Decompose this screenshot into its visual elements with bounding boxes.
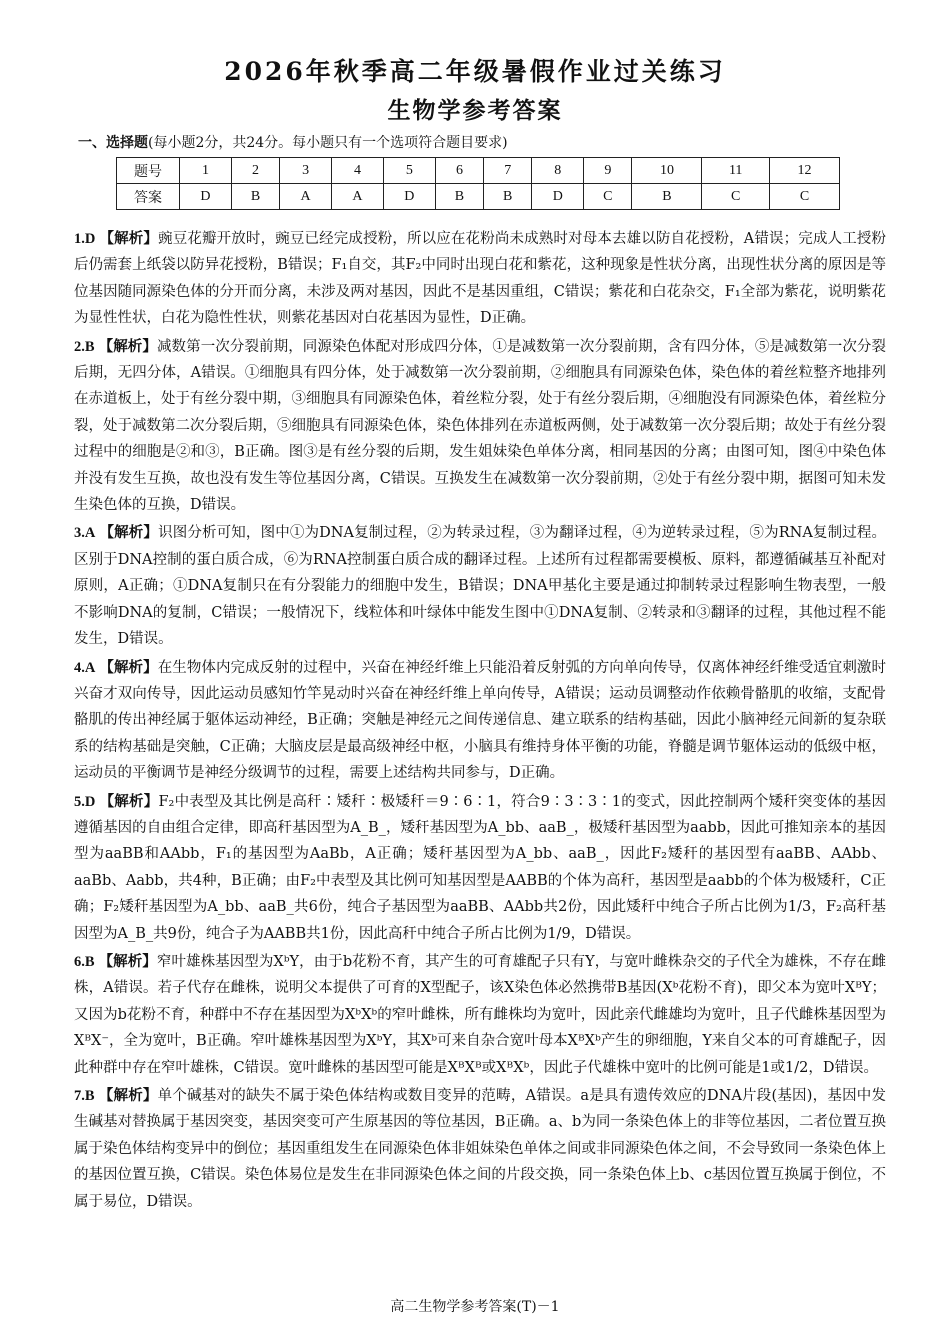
- question-number-cell: 6: [435, 158, 483, 184]
- explanation-item: [74, 655, 886, 787]
- item-number: 1.D: [74, 231, 96, 247]
- explanation-item: [74, 226, 886, 332]
- document-title: 2026年秋季高二年级暑假作业过关练习: [224, 57, 726, 86]
- item-text: 豌豆花瓣开放时，豌豆已经完成授粉，所以应在花粉尚未成熟时对母本去雄以防自花授粉，A错误；完成人工授粉后仍需套上纸袋以防异花授粉，B错误；F₁自交，其F₂中同时出现白花和紫花，这种现象是性状分离，出现性状分离的原因是等位基因随同源染色体的分开而分离，未涉及两对基因，因此不是基因重组，C错误；紫花和白花杂交，F₁全部为紫花，说明紫花为显性性状，白花为隐性性状，则紫花基因对白花基因为显性，D正确。: [74, 231, 887, 327]
- explanation-item: [74, 949, 886, 1081]
- item-text: 减数第一次分裂前期，同源染色体配对形成四分体，①是减数第一次分裂前期，含有四分体，⑤是减数第一次分裂后期，无四分体，A错误。①细胞具有四分体，处于减数第一次分裂前期，②细胞具有同源染色体，染色体的着丝粒整齐地排列在赤道板上，处于有丝分裂中期，③细胞具有同源染色体，着丝粒分裂，处于有丝分裂后期，④细胞没有同源染色体，着丝粒分裂，处于减数第二次分裂后期，⑤细胞具有同源染色体，染色体排列在赤道板两侧，处于减数第一次分裂后期；故处于有丝分裂过程中的细胞是②和③，B正确。图③是有丝分裂的后期，发生姐妹染色单体分离，相同基因的分离；由图可知，图④中染色体并没有发生互换，故也没有发生等位基因分离，C错误。互换发生在减数第一次分裂前期，②处于有丝分裂中期，据图可知未发生染色体的互换，D错误。: [74, 338, 887, 514]
- answer-row: [117, 184, 840, 210]
- answer-table: [116, 157, 840, 210]
- item-number: 2.B: [74, 338, 95, 355]
- answer-cell: D: [532, 184, 584, 210]
- analysis-tag: 【解析】: [99, 230, 159, 247]
- analysis-tag: 【解析】: [98, 1087, 158, 1104]
- question-number-cell: 2: [231, 158, 279, 184]
- section-instructions: (每小题2分，共24分。每小题只有一个选项符合题目要求): [148, 135, 508, 151]
- item-text: 窄叶雄株基因型为XᵇY，由于b花粉不育，其产生的可育雄配子只有Y，与宽叶雌株杂交的子代全为雄株，不存在雌株，A错误。若子代存在雌株，说明父本提供了可育的X型配子，该X染色体必然携带B基因(Xᵇ花粉不育)，即父本为宽叶XᴮY；又因为b花粉不育，种群中不存在基因型为XᵇXᵇ的窄叶雌株，所有雌株均为宽叶，因此亲代雌雄均为宽叶，且子代雌株基因型为XᴮX⁻，全为宽叶，B正确。窄叶雄株基因型为XᵇY，其Xᵇ可来自杂合宽叶母本XᴮXᵇ产生的卵细胞，Y来自父本的可育雄配子，因此种群中存在窄叶雄株，C错误。宽叶雌株的基因型可能是XᴮXᴮ或XᴮXᵇ，因此子代雄株中宽叶的比例可能是1或1/2，D错误。: [74, 953, 887, 1076]
- analysis-tag: 【解析】: [99, 524, 159, 542]
- question-number-cell: 12: [769, 158, 839, 184]
- question-number-cell: 1: [180, 158, 232, 184]
- explanation-item: [74, 789, 886, 947]
- item-number: 4.A: [74, 659, 96, 676]
- item-text: 在生物体内完成反射的过程中，兴奋在神经纤维上只能沿着反射弧的方向单向传导，仅离体神经纤维受适宜刺激时兴奋才双向传导，因此运动员感知竹竿晃动时兴奋在神经纤维上单向传导，A错误；运动员调整动作依赖骨骼肌的收缩，支配骨骼肌的传出神经属于躯体运动神经，B正确；突触是神经元之间传递信息、建立联系的结构基础，因此小脑神经元间新的复杂联系的结构基础是突触，C正确；大脑皮层是最高级神经中枢，小脑具有维持身体平衡的功能，脊髓是调节躯体运动的低级中枢，运动员的平衡调节是神经分级调节的过程，需要上述结构共同参与，D正确。: [74, 659, 887, 782]
- explanations: [74, 226, 886, 1215]
- question-number-cell: 10: [632, 158, 702, 184]
- question-number-row: [117, 158, 840, 184]
- explanation-item: [74, 1083, 886, 1215]
- item-text: 单个碱基对的缺失不属于染色体结构或数目变异的范畴，A错误。a是具有遗传效应的DNA片段(基因)，基因中发生碱基对替换属于基因突变，基因突变可产生原基因的等位基因，B正确。a、b为同一条染色体上的非等位基因，二者位置互换属于染色体结构变异中的倒位；基因重组发生在同源染色体非姐妹染色单体之间或非同源染色体之间，不会导致同一条染色体上的基因位置互换，C错误。染色体易位是发生在非同源染色体之间的片段交换，同一条染色体上b、c基因位置互换属于倒位，不属于易位，D错误。: [74, 1088, 886, 1210]
- explanation-item: [74, 520, 886, 652]
- answer-cell: D: [180, 184, 232, 210]
- item-text: 识图分析可知，图中①为DNA复制过程，②为转录过程，③为翻译过程，④为逆转录过程，⑤为RNA复制过程。区别于DNA控制的蛋白质合成，⑥为RNA控制蛋白质合成的翻译过程。上述所有过程都需要模板、原料，都遵循碱基互补配对原则，A正确；①DNA复制只在有分裂能力的细胞中发生，B错误；DNA甲基化主要是通过抑制转录过程影响生物表型，一般不影响DNA的复制，C错误；一般情况下，线粒体和叶绿体中能发生图中①DNA复制、②转录和③翻译的过程，其他过程不能发生，D错误。: [74, 525, 887, 648]
- item-number: 5.D: [74, 793, 96, 810]
- answer-header: 答案: [117, 184, 180, 210]
- question-number-cell: 5: [383, 158, 435, 184]
- item-number: 3.A: [74, 525, 96, 542]
- page-footer: 高二生物学参考答案(T)－1: [390, 1299, 560, 1315]
- answer-cell: B: [484, 184, 532, 210]
- question-number-cell: 9: [584, 158, 632, 184]
- question-number-cell: 8: [532, 158, 584, 184]
- explanation-item: [74, 334, 886, 519]
- question-number-cell: 7: [484, 158, 532, 184]
- document-subtitle: 生物学参考答案: [387, 97, 563, 124]
- question-number-cell: 11: [702, 158, 770, 184]
- answer-cell: A: [280, 184, 332, 210]
- analysis-tag: 【解析】: [99, 658, 158, 676]
- analysis-tag: 【解析】: [98, 952, 157, 970]
- question-number-header: 题号: [117, 158, 180, 184]
- question-number-cell: 4: [332, 158, 384, 184]
- analysis-tag: 【解析】: [99, 792, 159, 810]
- answer-cell: D: [383, 184, 435, 210]
- item-number: 7.B: [74, 1088, 95, 1104]
- item-number: 6.B: [74, 953, 95, 970]
- answer-cell: C: [702, 184, 770, 210]
- item-text: F₂中表型及其比例是高秆∶矮秆∶极矮秆＝9∶6∶1，符合9∶3∶3∶1的变式，因此控制两个矮秆突变体的基因遵循基因的自由组合定律，即高秆基因型为A_B_，矮秆基因型为A_bb、aaB_，极矮秆基因型为aabb，因此可推知亲本的基因型为aaBB和AAbb，F₁的基因型为AaBb，A正确；矮秆基因型为A_bb、aaB_，因此F₂矮秆的基因型有aaBB、AAbb、aaBb、Aabb，共4种，B正确；由F₂中表型及其比例可知基因型是AABB的个体为高秆，基因型是aabb的个体为极矮秆，C正确；F₂矮秆基因型为A_bb、aaB_共6份，纯合子基因型为aaBB、AAbb共2份，因此矮秆中纯合子所占比例为1/3，F₂高秆基因型为A_B_共9份，纯合子为AABB共1份，因此高秆中纯合子所占比例为1/9，D错误。: [74, 793, 886, 942]
- answer-cell: B: [231, 184, 279, 210]
- answer-cell: B: [435, 184, 483, 210]
- question-number-cell: 3: [280, 158, 332, 184]
- section-heading: [78, 132, 508, 152]
- answer-cell: C: [769, 184, 839, 210]
- answer-cell: A: [332, 184, 384, 210]
- section-heading-label: 一、选择题: [78, 135, 148, 151]
- answer-cell: C: [584, 184, 632, 210]
- analysis-tag: 【解析】: [98, 337, 157, 355]
- answer-cell: B: [632, 184, 702, 210]
